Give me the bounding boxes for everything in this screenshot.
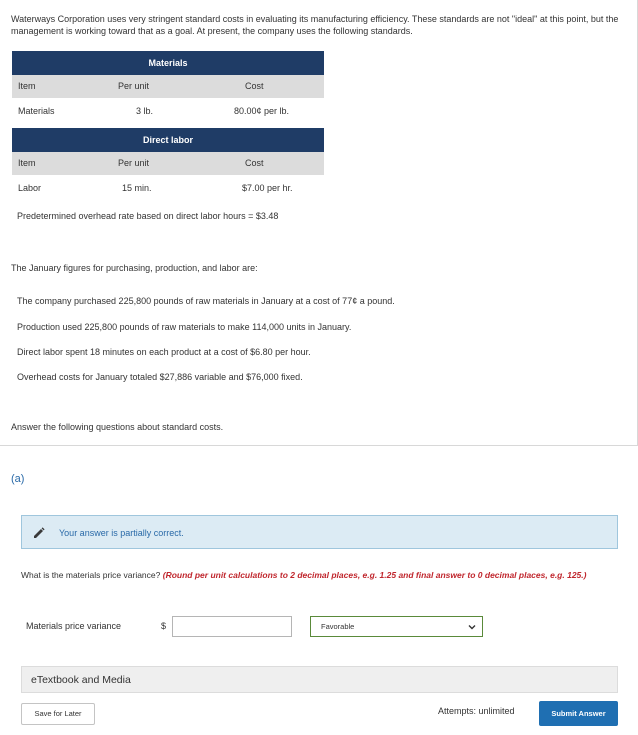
feedback-message: Your answer is partially correct. xyxy=(59,528,184,538)
row-per-unit: 3 lb. xyxy=(136,106,154,116)
question-hint: (Round per unit calculations to 2 decimal places, e.g. 1.25 and final answer to 0 decimal places, e.g. 125.) xyxy=(162,570,587,580)
row-per-unit: 15 min. xyxy=(122,183,152,193)
row-cost: $7.00 per hr. xyxy=(242,183,293,193)
row-item: Materials xyxy=(18,106,55,116)
materials-price-variance-input[interactable] xyxy=(172,616,292,637)
question-body: What is the materials price variance? xyxy=(21,570,161,580)
labor-table xyxy=(12,128,324,201)
save-for-later-button[interactable]: Save for Later xyxy=(21,703,95,725)
table-row xyxy=(12,98,324,124)
january-intro-text: The January figures for purchasing, production, and labor are: xyxy=(11,263,258,273)
header-cost: Cost xyxy=(245,158,264,168)
materials-price-variance-label: Materials price variance xyxy=(26,621,122,631)
variance-type-select[interactable] xyxy=(310,616,483,637)
fact-item: Production used 225,800 pounds of raw materials to make 114,000 units in January. xyxy=(17,322,352,332)
pencil-icon xyxy=(33,527,45,539)
header-item: Item xyxy=(18,158,36,168)
feedback-banner xyxy=(21,515,618,549)
labor-table-title: Direct labor xyxy=(12,128,324,152)
submit-answer-button[interactable]: Submit Answer xyxy=(539,701,618,726)
row-cost: 80.00¢ per lb. xyxy=(234,106,290,116)
answer-prompt-text: Answer the following questions about standard costs. xyxy=(11,422,224,432)
labor-table-header xyxy=(12,152,324,175)
question-text xyxy=(21,569,621,581)
fact-item: The company purchased 225,800 pounds of raw materials in January at a cost of 77¢ a pound. xyxy=(17,296,395,306)
header-item: Item xyxy=(18,81,36,91)
intro-text: Waterways Corporation uses very stringent standard costs in evaluating its manufacturing efficiency. These standards are not "ideal" at this point, but the management is working toward that as a goal. At present, the company uses the following standards. xyxy=(11,14,619,36)
etextbook-media-label: eTextbook and Media xyxy=(31,674,131,686)
attempts-text: Attempts: unlimited xyxy=(438,706,515,716)
currency-symbol: $ xyxy=(161,621,167,631)
etextbook-media-panel[interactable] xyxy=(21,666,618,693)
chevron-down-icon xyxy=(468,623,476,631)
materials-table-header xyxy=(12,75,324,98)
row-item: Labor xyxy=(18,183,42,193)
fact-item: Direct labor spent 18 minutes on each product at a cost of $6.80 per hour. xyxy=(17,347,311,357)
header-per-unit: Per unit xyxy=(118,81,150,91)
header-cost: Cost xyxy=(245,81,264,91)
overhead-rate-text: Predetermined overhead rate based on direct labor hours = $3.48 xyxy=(17,211,279,221)
fact-item: Overhead costs for January totaled $27,886 variable and $76,000 fixed. xyxy=(17,372,303,382)
part-label: (a) xyxy=(11,473,25,485)
table-row xyxy=(12,175,324,201)
materials-table-title: Materials xyxy=(12,51,324,75)
variance-type-selected: Favorable xyxy=(321,622,355,631)
materials-table xyxy=(12,51,324,124)
header-per-unit: Per unit xyxy=(118,158,150,168)
